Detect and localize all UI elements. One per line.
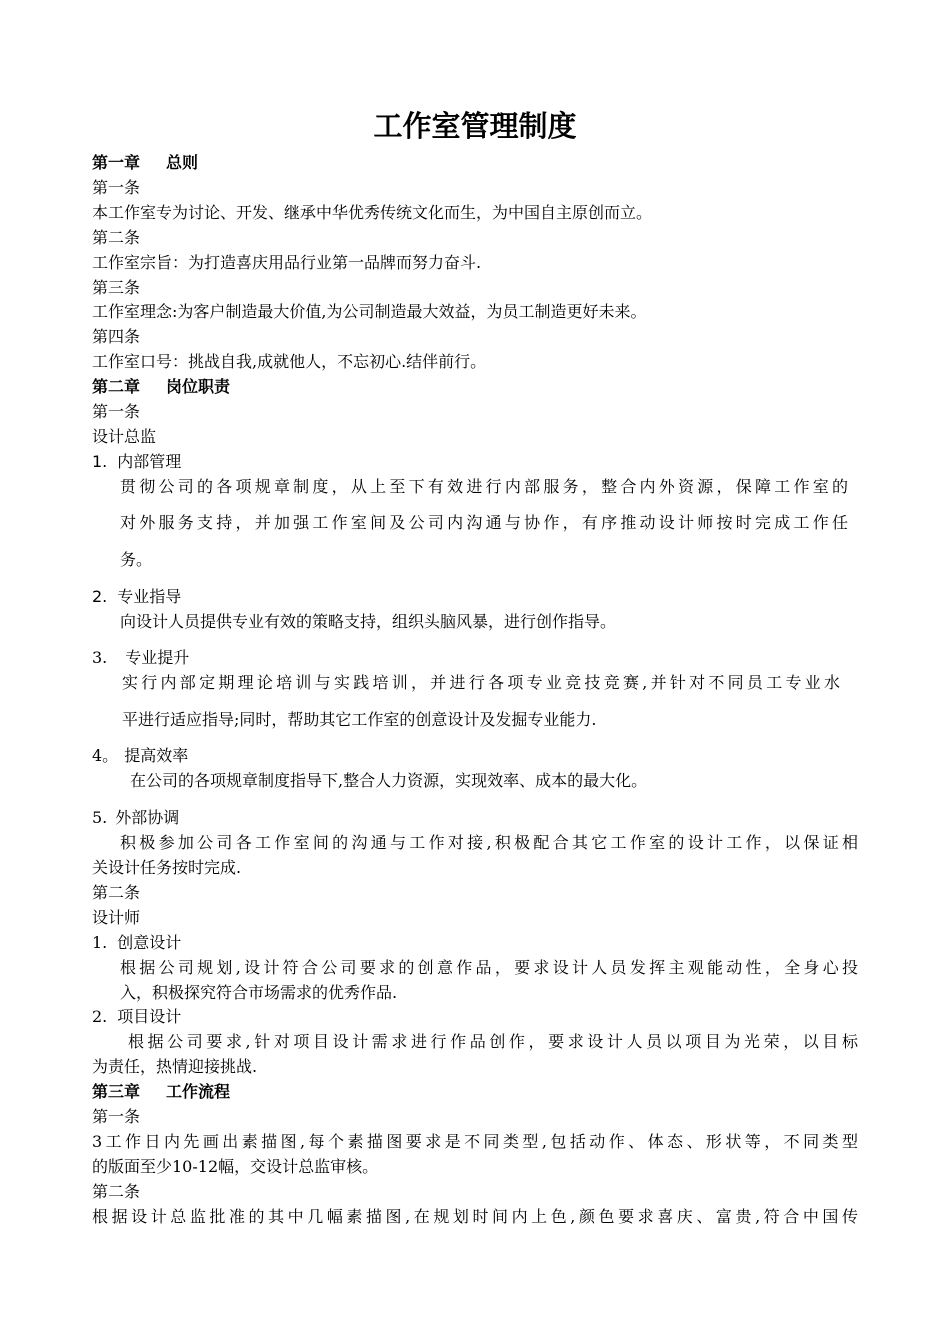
chapter-1-heading	[92, 151, 198, 175]
list-item-heading	[92, 1005, 181, 1029]
paragraph-line: 贯彻公司的各项规章制度，从上至下有效进行内部服务，整合内外资源，保障工作室的	[120, 477, 848, 496]
chapter-1-number: 第一章	[92, 153, 141, 172]
list-item-title: 专业提升	[125, 648, 190, 667]
ch1-article-3-label: 第三条	[92, 278, 141, 297]
paragraph-line: 根据公司规划,设计符合公司要求的创意作品，要求设计人员发挥主观能动性，全身心投	[120, 958, 858, 977]
ch2-article-1-label: 第一条	[92, 402, 141, 421]
list-number: 2.	[92, 1007, 108, 1026]
ch1-article-3-text: 工作室理念:为客户制造最大价值,为公司制造最大效益，为员工制造更好未来。	[92, 302, 647, 321]
chapter-2-heading	[92, 375, 230, 399]
paragraph-line: 3工作日内先画出素描图,每个素描图要求是不同类型,包括动作、体态、形状等，不同类型	[92, 1132, 858, 1151]
list-number: 3.	[92, 648, 108, 667]
list-item-heading	[92, 931, 181, 955]
paragraph-line: 关设计任务按时完成.	[92, 858, 242, 877]
ch1-article-4-label: 第四条	[92, 327, 141, 346]
paragraph-line: 入，积极探究符合市场需求的优秀作品.	[120, 983, 398, 1002]
paragraph-line: 对外服务支持，并加强工作室间及公司内沟通与协作，有序推动设计师按时完成工作任	[120, 513, 848, 532]
list-item-title: 内部管理	[117, 452, 182, 471]
list-item-heading	[92, 585, 181, 609]
ch3-article-1-label: 第一条	[92, 1107, 141, 1126]
paragraph-line: 根据设计总监批准的其中几幅素描图,在规划时间内上色,颜色要求喜庆、富贵,符合中国传	[92, 1207, 858, 1226]
list-item-title: 创意设计	[117, 933, 182, 952]
paragraph-line: 实行内部定期理论培训与实践培训，并进行各项专业竞技竞赛,并针对不同员工专业水	[122, 673, 840, 692]
list-item-heading	[92, 450, 181, 474]
ch2-article-2-role: 设计师	[92, 908, 141, 927]
paragraph-line: 根据公司要求,针对项目设计需求进行作品创作，要求设计人员以项目为光荣，以目标	[128, 1032, 858, 1051]
chapter-3-name: 工作流程	[166, 1082, 231, 1101]
paragraph-line: 的版面至少10-12幅，交设计总监审核。	[92, 1157, 379, 1176]
list-item-title: 提高效率	[124, 746, 189, 765]
ch1-article-1-text: 本工作室专为讨论、开发、继承中华优秀传统文化而生，为中国自主原创而立。	[92, 203, 653, 222]
ch2-article-1-role: 设计总监	[92, 427, 157, 446]
list-number: 4。	[92, 746, 119, 765]
paragraph-line: 平进行适应指导;同时，帮助其它工作室的创意设计及发掘专业能力.	[122, 710, 597, 729]
list-number: 1.	[92, 933, 108, 952]
list-item-heading	[92, 806, 179, 830]
paragraph-line: 向设计人员提供专业有效的策略支持，组织头脑风暴，进行创作指导。	[120, 612, 617, 631]
paragraph-line: 为责任，热情迎接挑战.	[92, 1057, 258, 1076]
ch2-article-2-label: 第二条	[92, 883, 141, 902]
ch1-article-2-text: 工作室宗旨：为打造喜庆用品行业第一品牌而努力奋斗.	[92, 253, 482, 272]
list-number: 5.	[92, 808, 108, 827]
list-item-title: 专业指导	[117, 587, 182, 606]
ch1-article-1-label: 第一条	[92, 178, 141, 197]
list-number: 2.	[92, 587, 108, 606]
chapter-3-number: 第三章	[92, 1082, 141, 1101]
ch1-article-2-label: 第二条	[92, 228, 141, 247]
paragraph-line: 积极参加公司各工作室间的沟通与工作对接,积极配合其它工作室的设计工作，以保证相	[120, 833, 858, 852]
document-title: 工作室管理制度	[373, 109, 577, 143]
list-number: 1.	[92, 452, 108, 471]
paragraph-line: 务。	[120, 550, 153, 569]
chapter-2-name: 岗位职责	[166, 377, 231, 396]
ch1-article-4-text: 工作室口号：挑战自我,成就他人，不忘初心.结伴前行。	[92, 352, 487, 371]
chapter-3-heading	[92, 1080, 230, 1104]
list-item-heading	[92, 744, 188, 768]
chapter-1-name: 总则	[166, 153, 199, 172]
list-item-title: 项目设计	[117, 1007, 182, 1026]
list-item-heading	[92, 646, 189, 670]
ch3-article-2-label: 第二条	[92, 1182, 141, 1201]
chapter-2-number: 第二章	[92, 377, 141, 396]
list-item-title: 外部协调	[115, 808, 180, 827]
paragraph-line: 在公司的各项规章制度指导下,整合人力资源，实现效率、成本的最大化。	[130, 771, 648, 790]
